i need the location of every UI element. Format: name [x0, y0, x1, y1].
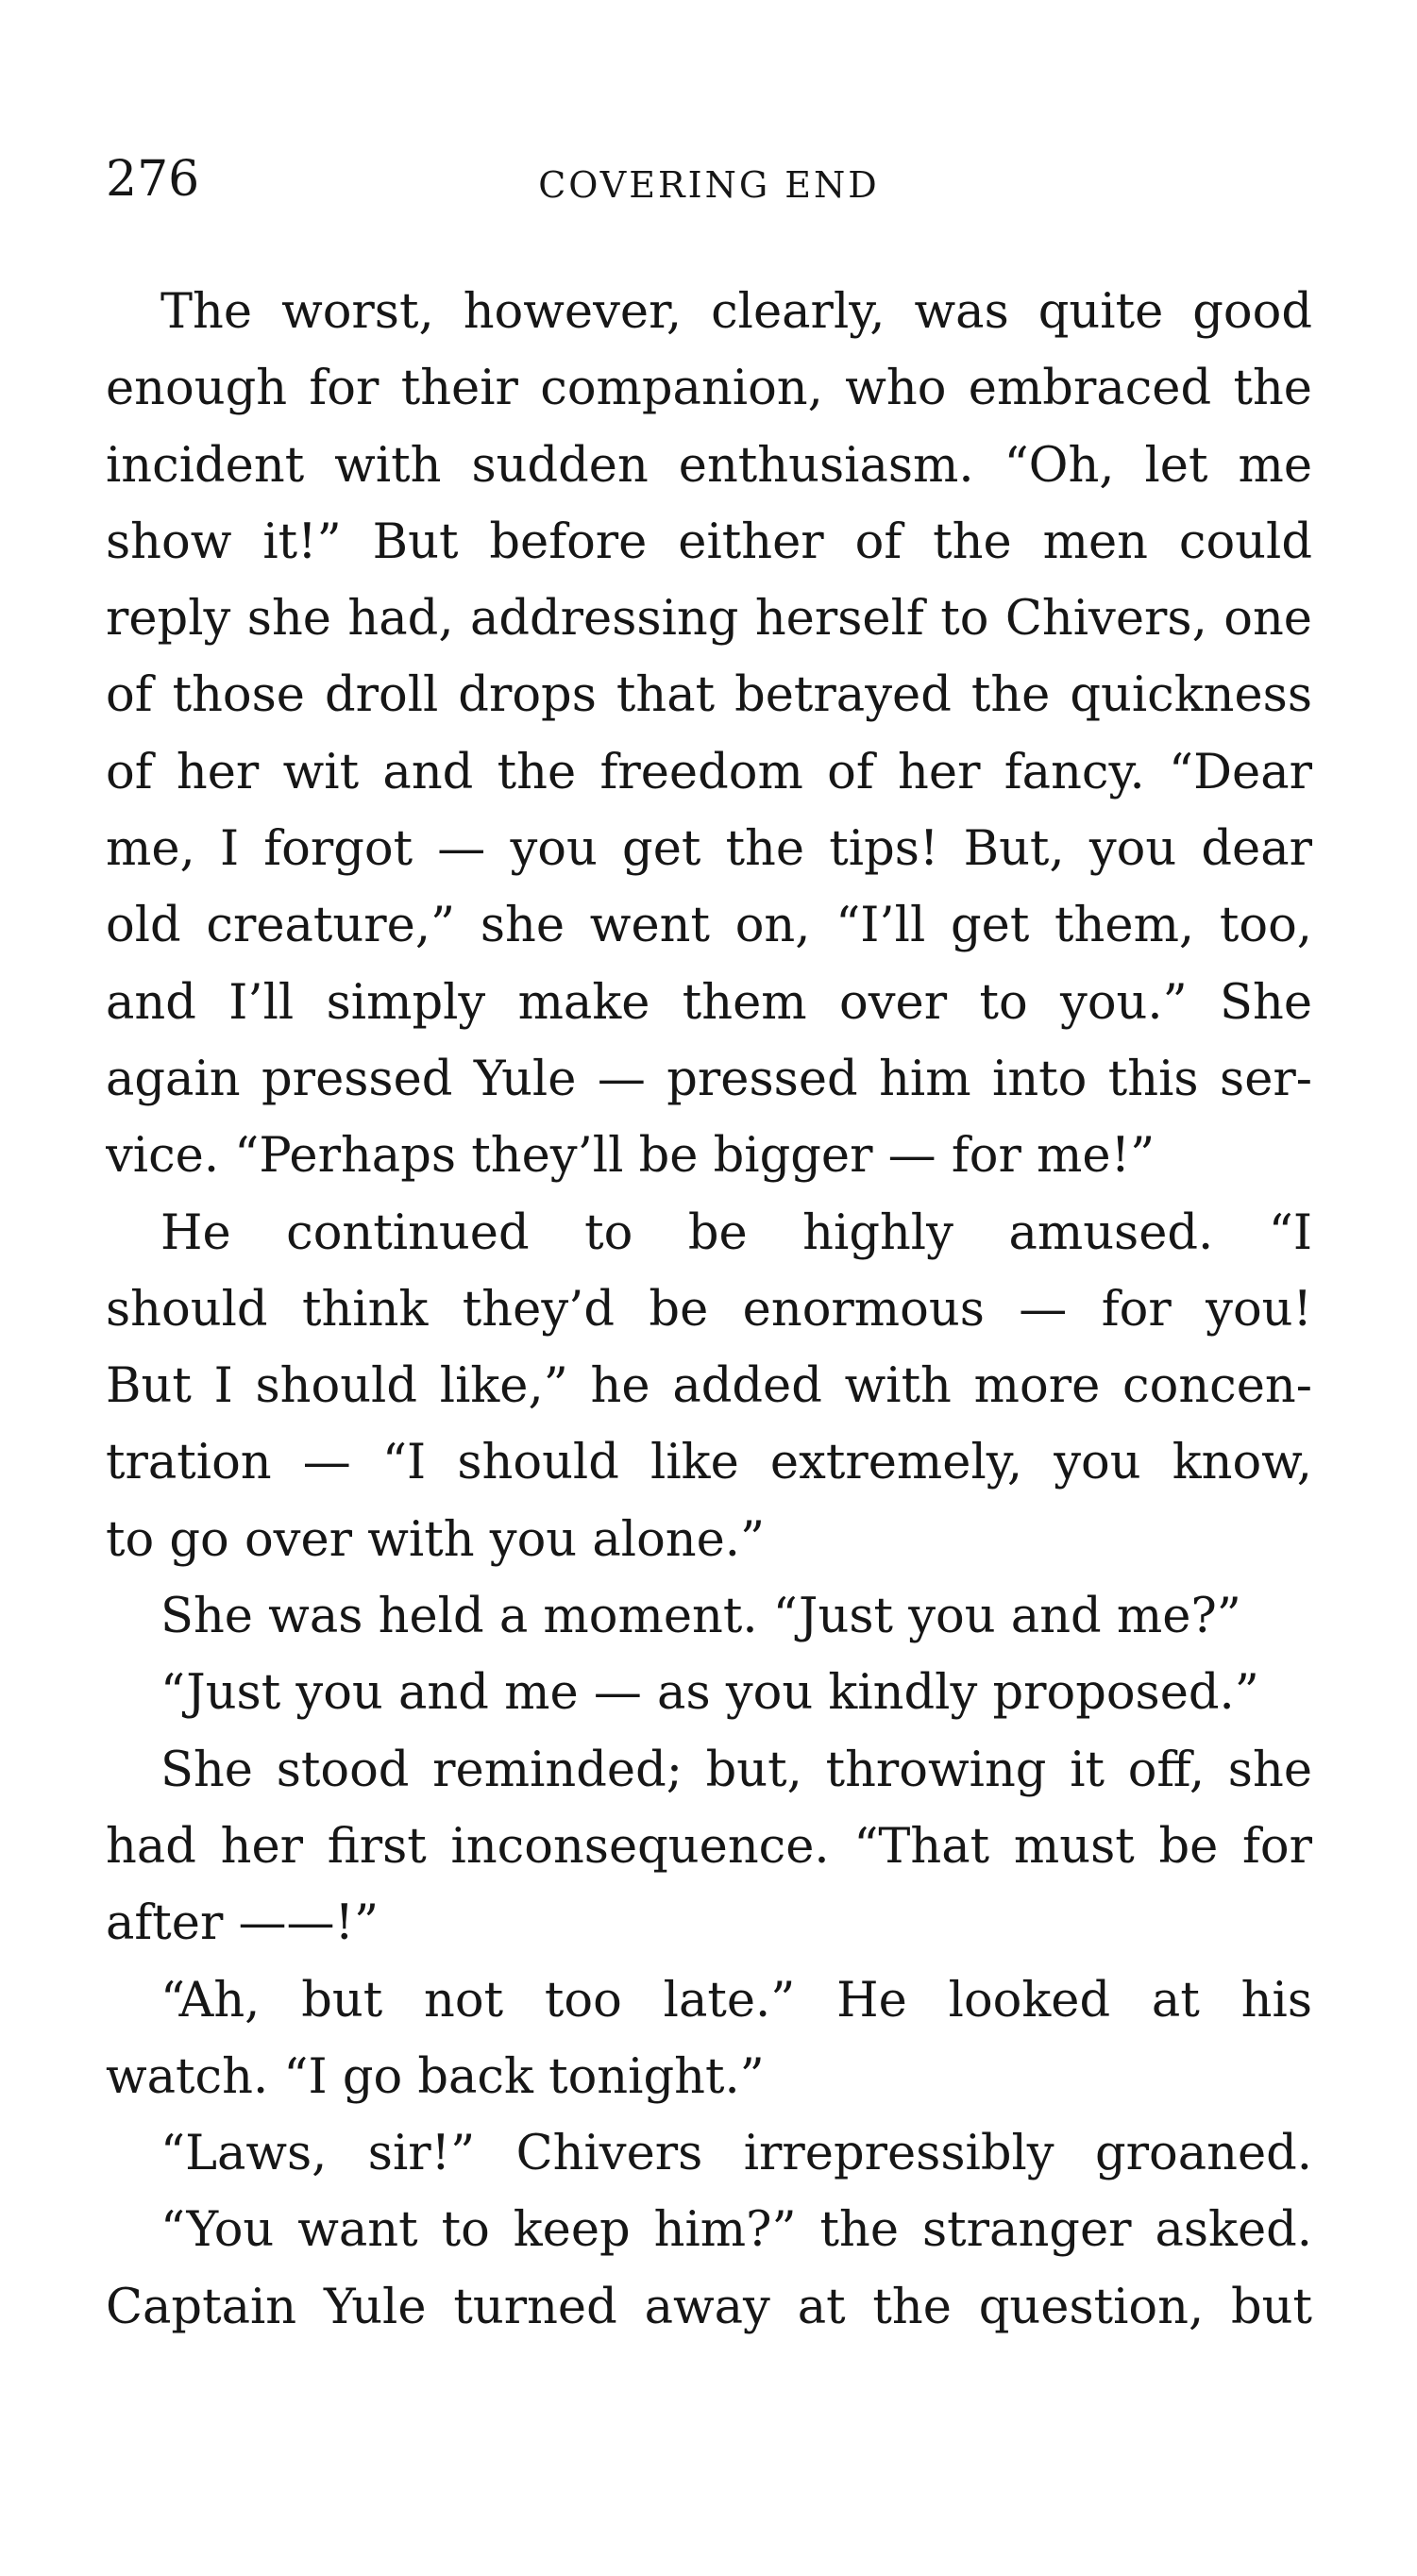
- page-number: 276: [106, 151, 200, 208]
- text-line: show it!” But before either of the men could: [106, 514, 1312, 570]
- body-text: [106, 274, 1312, 2346]
- text-line: She stood reminded; but, throwing it off, she: [160, 1742, 1312, 1798]
- text-line: tration — “I should like extremely, you know,: [106, 1435, 1312, 1491]
- text-line: “You want to keep him?” the stranger asked.: [160, 2202, 1312, 2259]
- text-line: to go over with you alone.”: [106, 1511, 766, 1568]
- text-line: had her first inconsequence. “That must be for: [106, 1818, 1312, 1875]
- text-line: after ——!”: [106, 1895, 380, 1952]
- text-line: The worst, however, clearly, was quite good: [160, 284, 1312, 340]
- page-header: [106, 146, 1312, 212]
- text-line: Captain Yule turned away at the question, but: [106, 2279, 1312, 2335]
- text-line: should think they’d be enormous — for you!: [106, 1281, 1312, 1338]
- running-title: COVERING END: [538, 164, 880, 206]
- text-line: “Just you and me — as you kindly proposed.”: [160, 1665, 1259, 1722]
- text-line: of her wit and the freedom of her fancy. “Dear: [106, 744, 1312, 800]
- text-line: enough for their companion, who embraced the: [106, 361, 1312, 417]
- text-line: of those droll drops that betrayed the quickness: [106, 667, 1312, 724]
- text-line: again pressed Yule — pressed him into this ser-: [106, 1051, 1312, 1107]
- text-line: reply she had, addressing herself to Chivers, one: [106, 591, 1312, 648]
- text-line: me, I forgot — you get the tips! But, you dear: [106, 821, 1312, 878]
- text-line: “Ah, but not too late.” He looked at his: [160, 1972, 1312, 2029]
- text-line: and I’ll simply make them over to you.” She: [106, 974, 1312, 1031]
- text-line: old creature,” she went on, “I’ll get them, too,: [106, 898, 1312, 954]
- text-line: She was held a moment. “Just you and me?”: [160, 1589, 1241, 1645]
- text-line: He continued to be highly amused. “I: [160, 1204, 1312, 1261]
- text-line: incident with sudden enthusiasm. “Oh, let me: [106, 437, 1312, 494]
- text-line: watch. “I go back tonight.”: [106, 2048, 765, 2105]
- text-line: “Laws, sir!” Chivers irrepressibly groaned.: [160, 2126, 1312, 2182]
- text-line: But I should like,” he added with more concen-: [106, 1358, 1312, 1415]
- text-line: vice. “Perhaps they’ll be bigger — for me!”: [106, 1128, 1156, 1185]
